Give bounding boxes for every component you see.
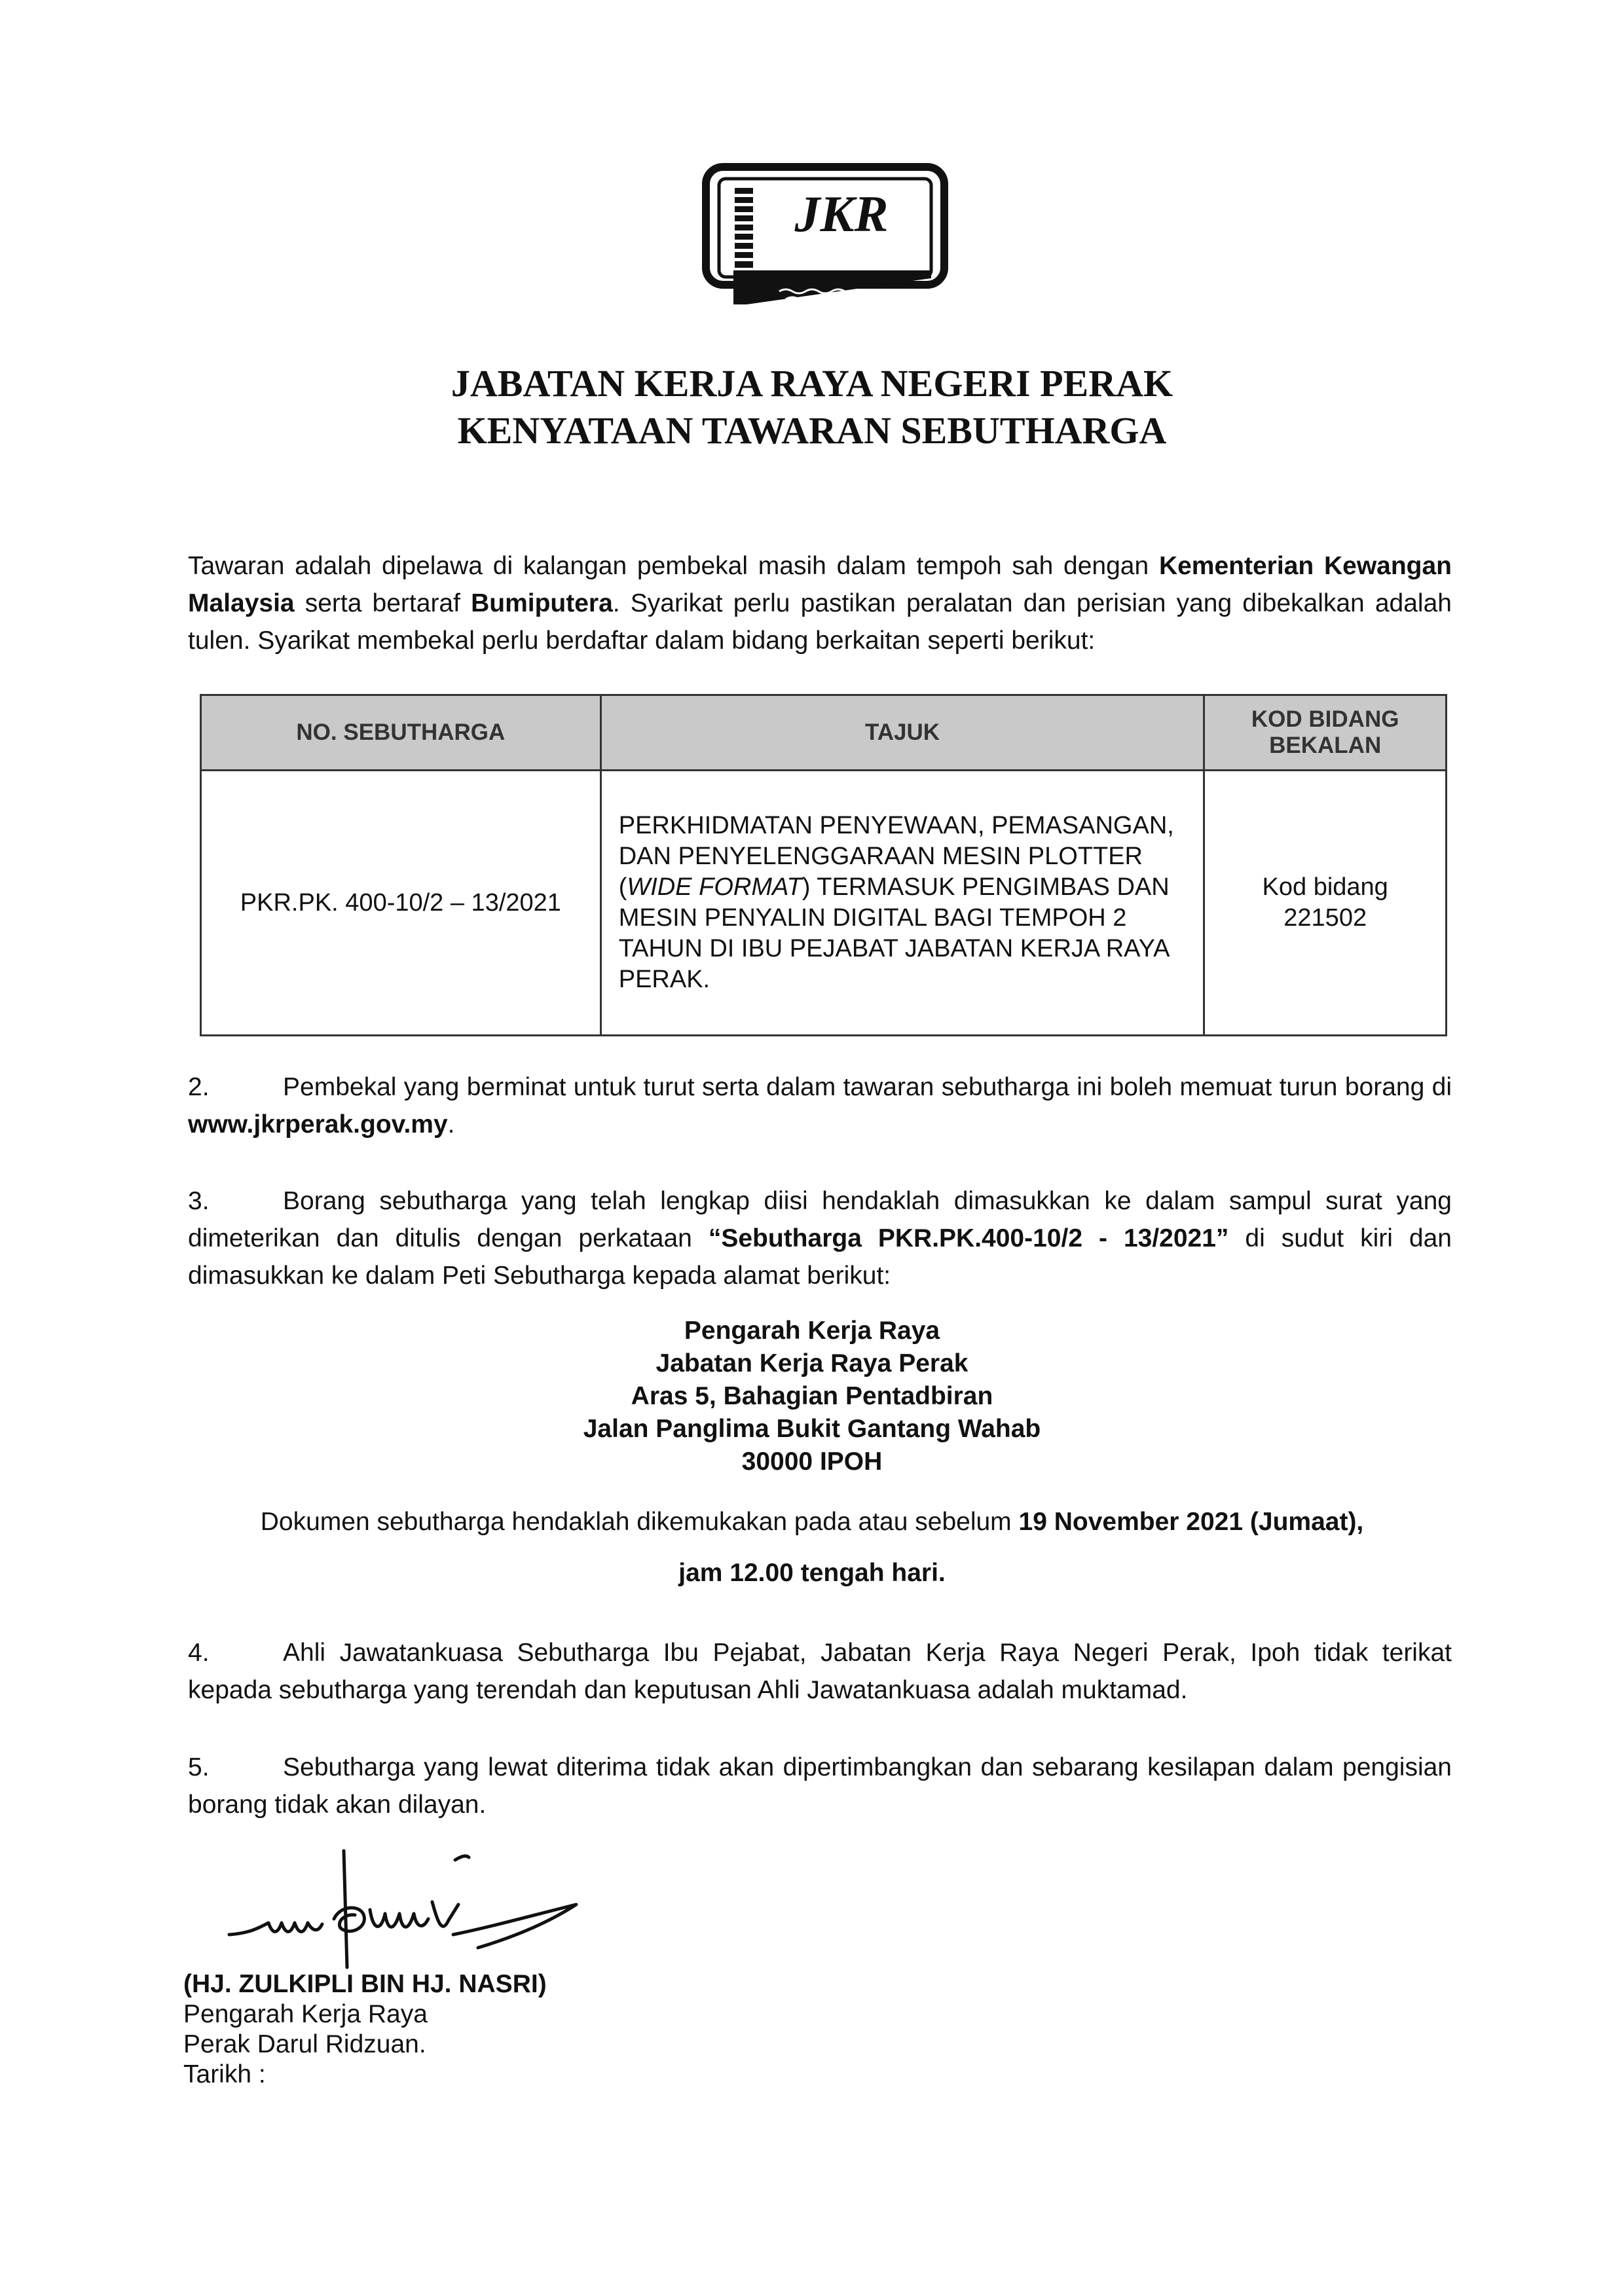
- header-kod-bidang: KOD BIDANG BEKALAN: [1204, 695, 1447, 771]
- paragraph-number: 4.: [188, 1639, 210, 1667]
- signatory-name: (HJ. ZULKIPLI BIN HJ. NASRI): [183, 1970, 547, 1998]
- deadline-time: jam 12.00 tengah hari.: [678, 1559, 946, 1587]
- paragraph-number: 3.: [188, 1187, 210, 1215]
- submission-address: Pengarah Kerja Raya Jabatan Kerja Raya Perak Aras 5, Bahagian Pentadbiran Jalan Panglima Bukit Gantang Wahab 30000 IPOH: [583, 1317, 1041, 1476]
- paragraph-5: 5. Sebutharga yang lewat diterima tidak akan dipertimbangkan dan sebarang kesilapan dalam pengisian borang tidak akan dilayan.: [188, 1749, 1452, 1823]
- signatory-region: Perak Darul Ridzuan.: [183, 2030, 426, 2058]
- title-line-2: KENYATAAN TAWARAN SEBUTHARGA: [457, 409, 1167, 452]
- website-link[interactable]: www.jkrperak.gov.my: [188, 1110, 448, 1139]
- jkr-logo: [694, 154, 956, 318]
- date-label: Tarikh :: [183, 2060, 266, 2088]
- deadline-date: 19 November 2021 (Jumaat),: [1018, 1508, 1364, 1536]
- svg-text:JKR: JKR: [794, 185, 889, 242]
- deadline-line: Dokumen sebutharga hendaklah dikemukakan pada atau sebelum 19 November 2021 (Jumaat),: [260, 1508, 1364, 1536]
- bumiputera-status: Bumiputera: [471, 589, 613, 617]
- header-no-sebutharga: NO. SEBUTHARGA: [201, 695, 601, 771]
- table-header-row: [201, 695, 1447, 771]
- paragraph-number: 5.: [188, 1753, 210, 1781]
- paragraph-4: 4. Ahli Jawatankuasa Sebutharga Ibu Pejabat, Jabatan Kerja Raya Negeri Perak, Ipoh tidak terikat kepada sebutharga yang terendah dan keputusan Ahli Jawatankuasa adalah muktamad.: [188, 1634, 1452, 1709]
- title-line-1: JABATAN KERJA RAYA NEGERI PERAK: [451, 362, 1173, 405]
- header-tajuk: TAJUK: [600, 695, 1204, 771]
- signatory-block: [183, 1969, 547, 2090]
- table-row: [201, 771, 1447, 1036]
- signatory-title: Pengarah Kerja Raya: [183, 2000, 428, 2028]
- handwritten-signature: [210, 1836, 616, 1987]
- cell-kod-bidang: Kod bidang 221502: [1204, 771, 1447, 1036]
- tender-table: [200, 694, 1447, 1036]
- paragraph-number: 2.: [188, 1073, 210, 1101]
- envelope-label: “Sebutharga PKR.PK.400-10/2 - 13/2021”: [708, 1224, 1229, 1252]
- paragraph-2: 2. Pembekal yang berminat untuk turut serta dalam tawaran sebutharga ini boleh memuat turun borang di www.jkrperak.gov.my.: [188, 1068, 1452, 1143]
- intro-paragraph: Tawaran adalah dipelawa di kalangan pembekal masih dalam tempoh sah dengan Kementerian Kewangan Malaysia serta bertaraf Bumiputera. Syarikat perlu pastikan peralatan dan perisian yang dibekalkan adalah tulen. Syarikat membekal perlu berdaftar dalam bidang berkaitan seperti berikut:: [188, 552, 1452, 655]
- cell-tajuk: PERKHIDMATAN PENYEWAAN, PEMASANGAN, DAN PENYELENGGARAAN MESIN PLOTTER (WIDE FORMAT) TERMASUK PENGIMBAS DAN MESIN PENYALIN DIGITAL BAGI TEMPOH 2 TAHUN DI IBU PEJABAT JABATAN KERJA RAYA PERAK.: [600, 771, 1204, 1036]
- document-title: [0, 360, 1624, 454]
- paragraph-3: 3. Borang sebutharga yang telah lengkap diisi hendaklah dimasukkan ke dalam sampul surat yang dimeterikan dan ditulis dengan perkataan “Sebutharga PKR.PK.400-10/2 - 13/2021” di sudut kiri dan dimasukkan ke dalam Peti Sebutharga kepada alamat berikut:: [188, 1182, 1452, 1294]
- ministry-name: Kementerian Kewangan Malaysia: [188, 552, 1452, 617]
- cell-no-sebutharga: PKR.PK. 400-10/2 – 13/2021: [201, 771, 601, 1036]
